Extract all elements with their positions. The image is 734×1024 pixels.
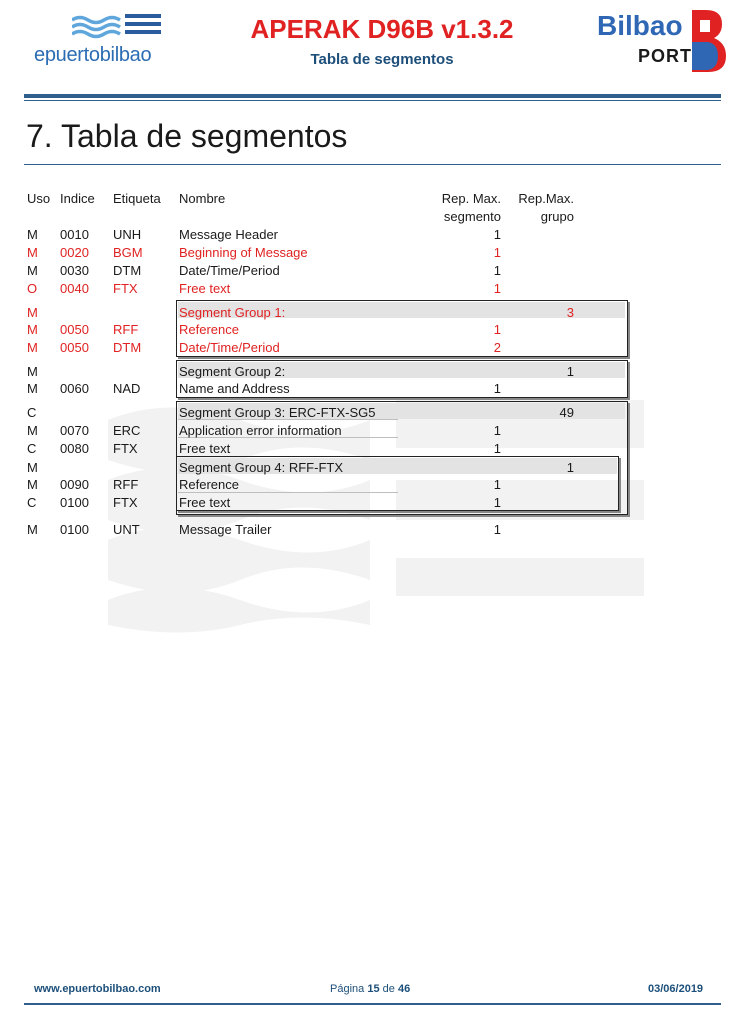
cell-rep-seg: 1 <box>493 322 501 337</box>
cell-indice: 0100 <box>60 522 89 537</box>
cell-nombre: Segment Group 3: ERC-FTX-SG5 <box>179 405 376 420</box>
cell-nombre: Free text <box>179 441 231 456</box>
cell-nombre: Message Header <box>179 227 278 242</box>
cell-uso: M <box>27 227 38 242</box>
cell-rep-seg: 1 <box>493 281 501 296</box>
cell-etiqueta: DTM <box>113 263 142 278</box>
cell-uso: M <box>27 245 38 260</box>
cell-uso: C <box>27 405 37 420</box>
col-header-rep-grupo-line2: grupo <box>540 209 574 224</box>
cell-rep-seg: 1 <box>493 381 501 396</box>
col-header-rep-segmento-line2: segmento <box>443 209 501 224</box>
footer-page <box>330 983 410 995</box>
cell-indice: 0050 <box>60 322 89 337</box>
cell-rep-seg: 2 <box>493 340 501 355</box>
cell-rep-seg: 1 <box>493 245 501 260</box>
cell-indice: 0070 <box>60 423 89 438</box>
bilbao-port-logo-word: Bilbao <box>597 10 683 41</box>
footer-page-of: de <box>382 983 395 995</box>
cell-rep-seg: 1 <box>493 227 501 242</box>
bilbao-port-logo <box>592 8 732 78</box>
cell-nombre: Free text <box>179 495 231 510</box>
cell-rep-grp: 3 <box>566 305 574 320</box>
footer-page-total: 46 <box>397 983 411 995</box>
cell-rep-seg: 1 <box>493 477 501 492</box>
col-header-uso: Uso <box>27 191 51 206</box>
cell-nombre: Date/Time/Period <box>179 263 280 278</box>
cell-nombre: Reference <box>179 322 239 337</box>
cell-rep-grp: 1 <box>566 460 574 475</box>
header-rule <box>24 94 721 98</box>
cell-etiqueta: ERC <box>113 423 141 438</box>
col-header-etiqueta: Etiqueta <box>113 191 161 206</box>
section-rule <box>24 164 721 165</box>
cell-rep-grp: 1 <box>566 364 574 379</box>
footer-rule <box>24 1003 721 1005</box>
cell-nombre: Date/Time/Period <box>179 340 280 355</box>
footer-page-number: 15 <box>367 983 380 995</box>
cell-indice: 0090 <box>60 477 89 492</box>
cell-rep-seg: 1 <box>493 441 501 456</box>
col-header-nombre: Nombre <box>179 191 226 206</box>
cell-rep-grp: 49 <box>559 405 574 420</box>
cell-nombre: Name and Address <box>179 381 290 396</box>
cell-nombre: Segment Group 2: <box>179 364 286 379</box>
cell-nombre: Beginning of Message <box>179 245 308 260</box>
cell-indice: 0100 <box>60 495 89 510</box>
cell-uso: M <box>27 263 38 278</box>
cell-nombre: Message Trailer <box>179 522 272 537</box>
cell-etiqueta: UNT <box>113 522 140 537</box>
cell-rep-seg: 1 <box>493 495 501 510</box>
footer-website: www.epuertobilbao.com <box>34 983 161 995</box>
cell-nombre: Application error information <box>179 423 342 438</box>
cell-indice: 0010 <box>60 227 89 242</box>
cell-etiqueta: DTM <box>113 340 142 355</box>
cell-uso: M <box>27 322 38 337</box>
header-rule-thin <box>24 100 721 101</box>
cell-etiqueta: UNH <box>113 227 142 242</box>
cell-nombre: Free text <box>179 281 231 296</box>
col-header-rep-grupo <box>508 190 574 226</box>
cell-nombre: Segment Group 4: RFF-FTX <box>179 460 343 475</box>
cell-indice: 0060 <box>60 381 89 396</box>
cell-rep-seg: 1 <box>493 263 501 278</box>
cell-rep-seg: 1 <box>493 522 501 537</box>
epuertobilbao-logo <box>34 12 174 72</box>
cell-uso: M <box>27 423 38 438</box>
waves-icon <box>72 12 164 46</box>
cell-indice: 0050 <box>60 340 89 355</box>
col-header-indice: Indice <box>60 191 95 206</box>
cell-uso: M <box>27 364 38 379</box>
cell-indice: 0030 <box>60 263 89 278</box>
cell-uso: M <box>27 340 38 355</box>
cell-indice: 0020 <box>60 245 89 260</box>
cell-rep-seg: 1 <box>493 423 501 438</box>
epuertobilbao-logo-text: epuertobilbao <box>34 44 152 66</box>
cell-uso: C <box>27 495 37 510</box>
footer-page-prefix: Página <box>330 983 365 995</box>
col-header-rep-grupo-line1: Rep.Max. <box>518 191 574 206</box>
cell-etiqueta: RFF <box>113 322 139 337</box>
cell-uso: M <box>27 522 38 537</box>
cell-etiqueta: RFF <box>113 477 139 492</box>
cell-nombre: Reference <box>179 477 239 492</box>
bilbao-port-logo-sub: PORT <box>638 46 693 66</box>
cell-uso: M <box>27 460 38 475</box>
cell-indice: 0080 <box>60 441 89 456</box>
cell-uso: M <box>27 305 38 320</box>
cell-uso: O <box>27 281 38 296</box>
cell-uso: C <box>27 441 37 456</box>
cell-etiqueta: BGM <box>113 245 143 260</box>
cell-nombre: Segment Group 1: <box>179 305 286 320</box>
cell-etiqueta: FTX <box>113 281 138 296</box>
cell-etiqueta: NAD <box>113 381 141 396</box>
footer-date: 03/06/2019 <box>648 983 704 995</box>
cell-indice: 0040 <box>60 281 89 296</box>
document-subtitle: Tabla de segmentos <box>310 51 454 68</box>
col-header-rep-segmento-line1: Rep. Max. <box>441 191 501 206</box>
cell-uso: M <box>27 381 38 396</box>
bilbao-b-icon <box>688 8 728 74</box>
section-title: 7. Tabla de segmentos <box>26 118 348 154</box>
cell-etiqueta: FTX <box>113 441 138 456</box>
col-header-rep-segmento <box>430 190 501 226</box>
cell-uso: M <box>27 477 38 492</box>
document-title: APERAK D96B v1.3.2 <box>250 14 514 44</box>
cell-etiqueta: FTX <box>113 495 138 510</box>
